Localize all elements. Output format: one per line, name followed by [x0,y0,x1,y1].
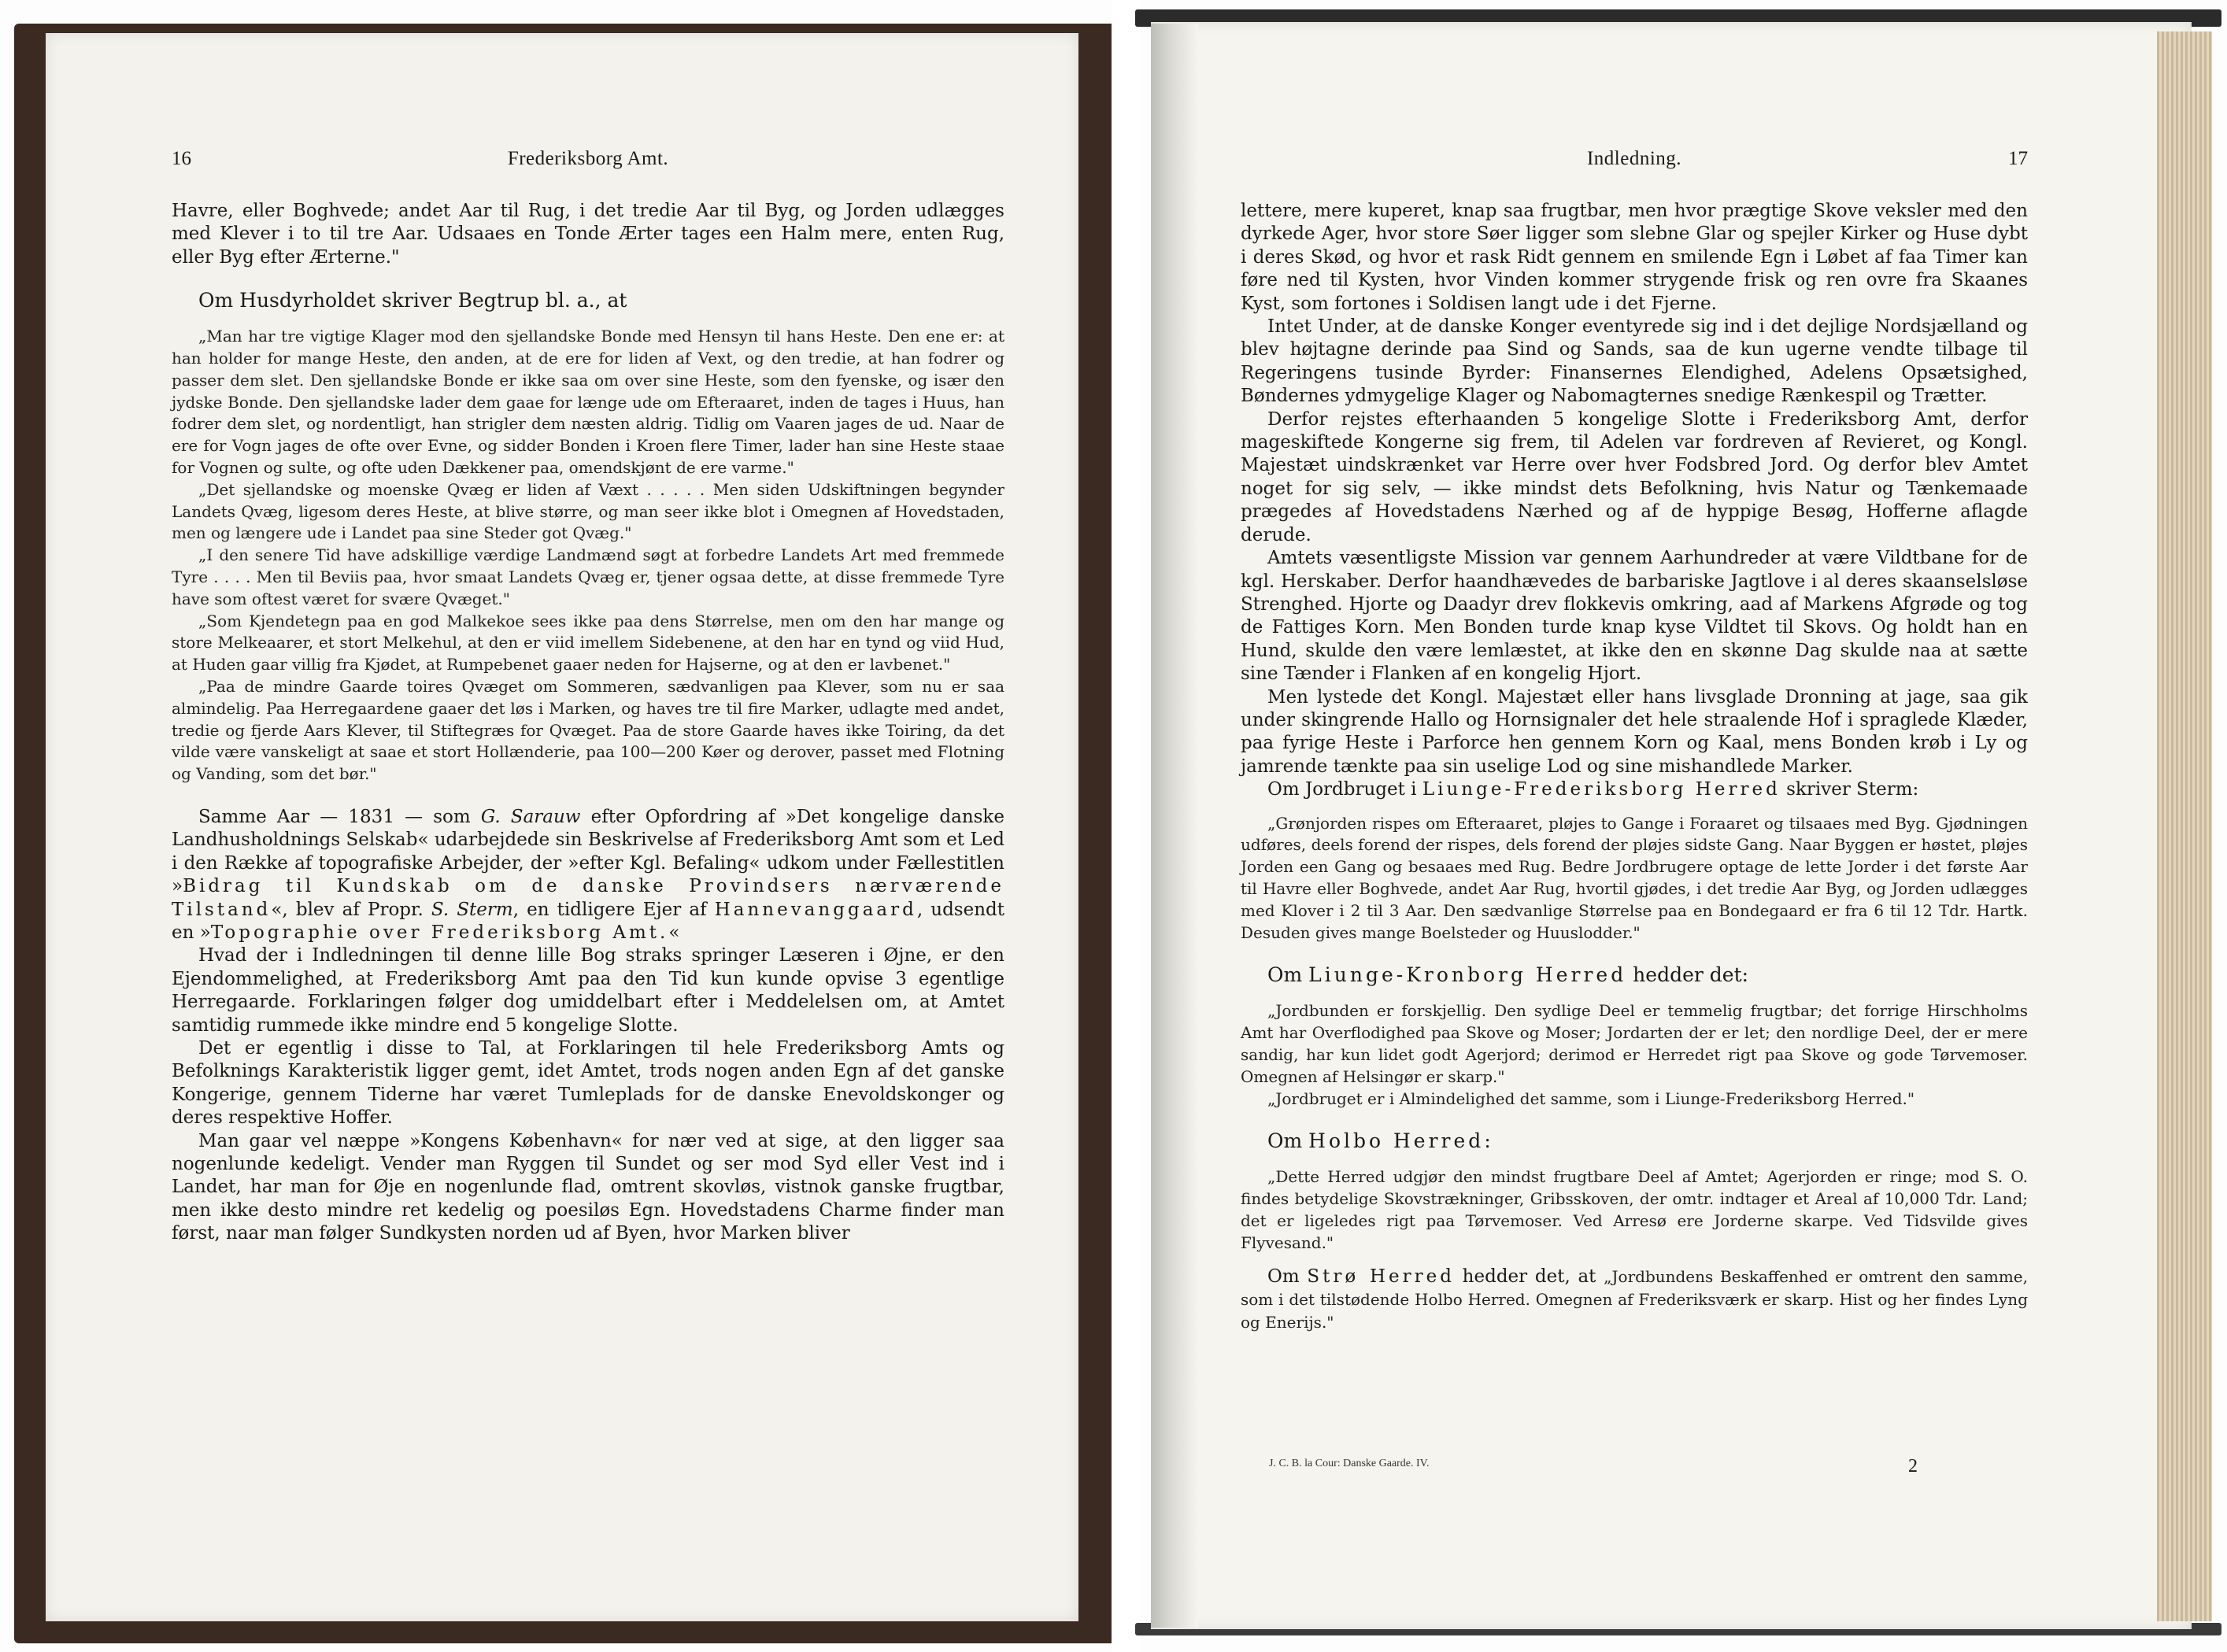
author-name: S. Sterm [431,899,513,920]
inline-quotation: „Jordbundens Beskaffenhed er omtrent den samme, som i det tilstødende Holbo Herred. Omegnen af Frederiksværk er skarp. Hist og her findes Lyng og Enerijs." [1241,1266,2028,1332]
text-run: « [668,922,680,943]
right-running-head [1241,148,2028,170]
paragraph: Amtets væsentligste Mission var gennem Aarhundreder at være Vildtbane for de kgl. Herskaber. Derfor haandhævedes de barbariske Jagtlove i al deres skaanselsløse Strenghed. Hjorte og Daadyr drev flokkevis omkring, aad af Markens Afgrøde og tog de Fattiges Korn. Men Bonden turde knap kyse Vildtet til Skovs. Og holdt han en Hund, skulde den være lemlæstet, at ikke den en skønne Dag skulde naa at sætte sine Tænder i Flanken af en kongelig Hjort. [1241,548,2028,685]
paragraph: lettere, mere kuperet, knap saa frugtbar, men hvor prægtige Skove veksler med den dyrkede Ager, hvor store Søer ligger som slebne Glar og spejler Kirker og Huse dybt i deres Skød, og hvor et rask Ridt gennem en smilende Egn i Løbet af faa Timer kan føre ned til Kysten, hvor Vinden kommer strygende frisk og ren ovre fra Skaanes Kyst, som fortones i Soldisen langt ude i det Fjerne. [1241,201,2028,314]
quotation: „I den senere Tid have adskillige værdige Landmænd søgt at forbedre Landets Art med fremmede Tyre . . . . Men til Beviis paa, hvor smaat Landets Qvæg er, tjener ogsaa dette, at disse fremmede Tyre have som oftest været for svære Qvæget." [172,545,1004,608]
signature-footnote: J. C. B. la Cour: Danske Gaarde. IV. [1269,1458,1430,1469]
text-run: skriver Sterm: [1780,779,1919,800]
page-stack-edge [2157,31,2212,1621]
quotation: „Grønjorden rispes om Efteraaret, pløjes to Gange i Foraaret og tilsaaes med Byg. Gjødningen udføres, deels forend der rispes, dels forend der pløjes sidste Gang. Naar Byggen er høstet, pløjes Jorden een Gang og besaaes med Rug. Bedre Jordbrugere optage de lette Jorder i det første Aar til Havre eller Boghvede, andet Aar Rug, hvortil gjødes, i det tredie Aar Byg, og Jorden udlægges med Klover i 2 til 3 Aar. Den sædvanlige Størrelse paa en Bondegaard er fra 6 til 12 Tdr. Hartk. Desuden gives mange Boelsteder og Huuslodder." [1241,813,2028,942]
spine-gap [1112,0,1140,1652]
section-heading: Om Husdyrholdet skriver Begtrup bl. a., at [198,289,627,312]
quotation: „Paa de mindre Gaarde toires Qvæget om Sommeren, sædvanligen paa Klever, som nu er saa almindelig. Paa Herregaardene gaaer det løs i Marken, og haves tre til fire Marker, udlagte med andet, tredie og fjerde Aars Klever, til Stiftegræs for Qvæget. Paa de store Gaarde haves ikke Toiring, da det vilde være vanskeligt at saae et stort Hollænderie, paa 100—200 Køer og derover, passet med Flotning og Vanding, som det bør." [172,676,1004,784]
page-number: 16 [172,148,191,169]
paragraph [1241,1266,2028,1335]
book-title: Topographie over Frederiksborg Amt. [210,922,669,943]
section-heading [1241,1129,2028,1154]
paragraph: Hvad der i Indledningen til denne lille Bog straks springer Læseren i Øjne, er den Ejendommelighed, at Frederiksborg Amt paa den Tid kun kunde opvise 3 egentlige Herregaarde. Forklaringen følger dog umiddelbart efter i Meddelelsen om, at Amtet samtidig rummede ikke mindre end 5 kongelige Slotte. [172,945,1004,1036]
text-run: Samme Aar — 1831 — som [198,806,481,827]
right-page-content [1241,148,2028,1335]
paragraph: Havre, eller Boghvede; andet Aar til Rug, i det tredie Aar til Byg, og Jorden udlægges med Klever i to til tre Aar. Udsaaes en Tonde Ærter tages een Halm mere, enten Rug, eller Byg efter Ærterne." [172,201,1004,268]
text-run: Om [1267,1129,1309,1153]
left-running-head [172,148,1004,170]
text-run: Om Jordbruget i [1267,779,1422,800]
author-name: G. Sarauw [480,806,581,827]
quotation: „Man har tre vigtige Klager mod den sjellandske Bonde med Hensyn til hans Heste. Den ene er: at han holder for mange Heste, den anden, at de ere for liden af Vext, og den tredie, at han fodrer og passer dem slet. Den sjellandske Bonde er ikke saa om over sine Heste, som den fyenske, og især den jydske Bonde. Den sjellandske lader dem gaae for længe ude om Efteraaret, inden de tages i Huus, han fodrer dem slet, og nordentligt, han strigler dem næsten aldrig. Tidlig om Vaaren jages de ud. Naar de ere for Vogn jages de ofte over Evne, og sidder Bonden i Kroen flere Timer, lader han sine Heste staae for Vognen og sulte, og ofte uden Dækkener paa, omendskjønt de ere varme." [172,327,1004,477]
quotation: „Som Kjendetegn paa en god Malkekoe sees ikke paa dens Størrelse, men om den har mange og store Melkeaarer, et stort Melkehul, at den er viid imellem Sidebenene, at den har en tynd og viid Hud, at Huden gaar villig fra Kjødet, at Rumpebenet gaaer neden for Hajserne, og at den er lavbenet." [172,611,1004,674]
gutter-shadow [1151,24,1198,1628]
text-run: , en tidligere Ejer af [512,899,715,920]
page-number: 17 [2008,148,2028,169]
text-run: Om [1267,963,1309,987]
text-run: hedder det, at [1454,1266,1604,1287]
printer-signature-number: 2 [1908,1456,1918,1476]
quotation: „Jordbunden er forskjellig. Den sydlige Deel er temmelig frugtbar; det forrige Hirschholms Amt har Overflodighed paa Skove og Moser; Jordarten der er let; den nordlige Deel, der er mere sandig, har kun lidet godt Agerjord; derimod er Herredet rigt paa Skove og gode Tørvemoser. Omegnen af Helsingør er skarp." [1241,1001,2028,1086]
quotation: „Det sjellandske og moenske Qvæg er liden af Væxt . . . . . Men siden Udskiftningen begynder Landets Qvæg, ligesom deres Heste, at blive større, og man seer ikke blot i Omegnen af Hovedstaden, men og længere ude i Landet paa sine Steder got Qvæg." [172,479,1004,543]
paragraph [172,806,1004,944]
running-title: Indledning. [1586,148,1682,169]
text-run: Om [1267,1266,1308,1287]
quotation: „Dette Herred udgjør den mindst frugtbare Deel af Amtet; Agerjorden er ringe; mod S. O. findes betydelige Skovstrækninger, Gribsskoven, der omtr. indtager et Areal af 10,000 Tdr. Land; det er ligeledes rigt paa Tørvemoser. Ved Arresø ere Jorderne skarpe. Ved Tidsvilde gives Flyvesand." [1241,1167,2028,1252]
quotation: „Jordbruget er i Almindelighed det samme, som i Liunge-Frederiksborg Herred." [1267,1088,1915,1108]
paragraph: Derfor rejstes efterhaanden 5 kongelige Slotte i Frederiksborg Amt, derfor mageskiftede Kongerne sig frem, til Adelen var fordreven af Revieret, og Kongl. Majestæt uindskrænket var Herre over hver Fodsbred Jord. Og derfor blev Amtet noget for sig selv, — ikke mindst dets Befolkning, hvis Natur og Tænkemaade prægedes af Hovedstadens Nærhed og af de hyppige Besøg, Hofferne aflagde derude. [1241,408,2028,545]
paragraph: Men lystede det Kongl. Majestæt eller hans livsglade Dronning at jage, saa gik under skingrende Hallo og Hornsignaler det hele straalende Hof i spraglede Klæder, paa fyrige Heste i Parforce hen gennem Korn og Kaal, mens Bonden krøb i Ly og jamrende tænkte paa sin uselige Lod og sine mishandlede Marker. [1241,686,2028,777]
paragraph: Intet Under, at de danske Konger eventyrede sig ind i det dejlige Nordsjælland og blev højtagne derinde paa Sind og Sands, saa de kun ugerne vendte tilbage til Regeringens tusinde Byrder: Finansernes Elendighed, Adelens Opsætsighed, Bøndernes ydmygelige Klager og Nabomagternes snedige Rænkespil og Trætter. [1241,316,2028,407]
herred-name: Strø Herred [1307,1266,1455,1287]
section-heading [1241,963,2028,988]
text-run: hedder det: [1626,963,1749,987]
series-title: Bidrag til Kundskab om de danske Provindsers nærværende Tilstand [172,876,1004,920]
text-run: efter Opfordring af »Det kongelige danske Landhusholdnings Selskab« udarbejdede sin Beskrivelse af Frederiksborg Amt som et Led i den Række af topografiske Arbejder, der »efter Kgl. Befaling« udkom under Fællestitlen » [172,806,1004,897]
running-title: Frederiksborg Amt. [507,148,669,169]
text-run: , udsendt en » [172,899,1004,943]
text-run: «, blev af Propr. [271,899,431,920]
paragraph: Man gaar vel næppe »Kongens København« for nær ved at sige, at den ligger saa nogenlunde kedeligt. Vender man Ryggen til Sundet og ser mod Syd eller Vest ind i Landet, har man for Øje en nogenlunde flad, omtrent skovløs, vistnok ganske frugtbar, men ikke desto mindre ret kedelig og poesiløs Egn. Hovedstadens Charme finder man først, naar man følger Sundkysten norden ud af Byen, hvor Marken bliver [172,1130,1004,1244]
herred-name: Liunge-Frederiksborg Herred [1422,779,1781,800]
paragraph [1241,778,2028,801]
farm-name: Hannevanggaard [714,899,917,920]
paragraph: Det er egentlig i disse to Tal, at Forklaringen til hele Frederiksborg Amts og Befolknings Karakteristik ligger gemt, idet Amtet, trods nogen anden Egn af det ganske Kongerige, gennem Tiderne har været Tumleplads for de danske Enevoldskonger og deres respektive Hoffer. [172,1038,1004,1129]
text-run: : [1484,1129,1491,1153]
herred-name: Holbo Herred [1308,1129,1485,1153]
herred-name: Liunge-Kronborg Herred [1308,963,1627,987]
left-page-content [172,148,1004,1246]
